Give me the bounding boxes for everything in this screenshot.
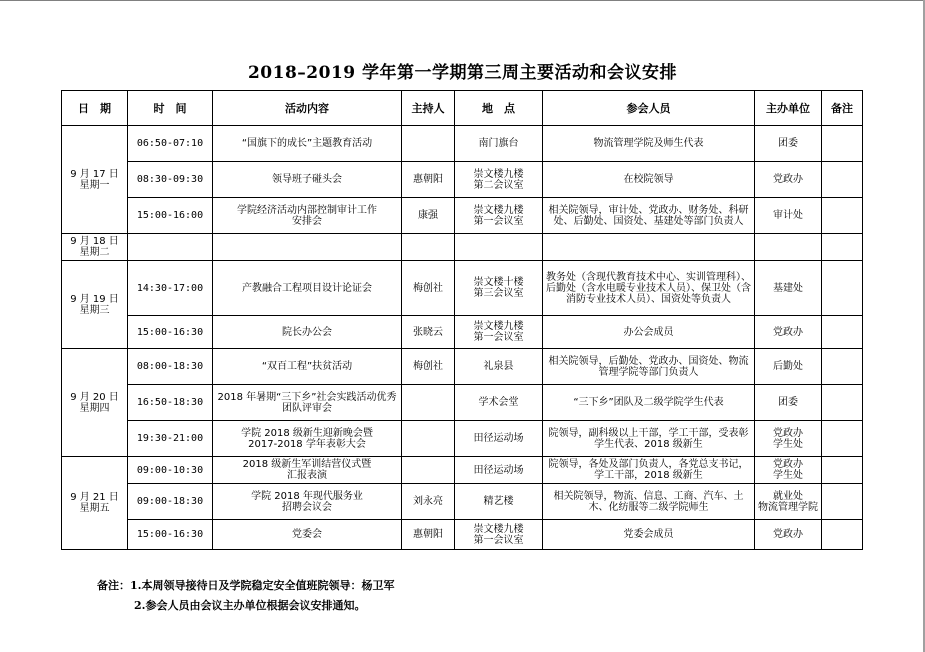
header-row	[62, 91, 863, 126]
cell-activity: 学院 2018 级新生迎新晚会暨 2017-2018 学年表彰大会	[213, 421, 402, 457]
cell-host	[402, 126, 455, 162]
cell-activity	[213, 234, 402, 261]
cell-attendees: 院领导，副科级以上干部，学工干部，受表彰学生代表、2018 级新生	[543, 421, 755, 457]
header-host: 主持人	[402, 91, 455, 126]
cell-attendees: 在校院领导	[543, 162, 755, 198]
header-activity: 活动内容	[213, 91, 402, 126]
cell-location	[455, 234, 543, 261]
cell-activity: 学院 2018 年现代服务业 招聘会议会	[213, 484, 402, 520]
cell-location: 精艺楼	[455, 484, 543, 520]
cell-organizer: 党政办	[755, 316, 822, 349]
cell-location: 礼泉县	[455, 349, 543, 385]
cell-remark	[822, 457, 863, 484]
cell-attendees: 相关院领导，后勤处、党政办、国资处、物流管理学院等部门负责人	[543, 349, 755, 385]
cell-activity: 2018 年暑期“三下乡”社会实践活动优秀团队评审会	[213, 385, 402, 421]
cell-location: 崇文楼九楼 第二会议室	[455, 162, 543, 198]
cell-host: 惠朝阳	[402, 162, 455, 198]
cell-remark	[822, 234, 863, 261]
cell-remark	[822, 385, 863, 421]
cell-remark	[822, 261, 863, 316]
cell-location: 崇文楼九楼 第一会议室	[455, 520, 543, 550]
cell-date: 9 月 19 日 星期三	[62, 261, 128, 349]
cell-host: 梅创社	[402, 349, 455, 385]
table-row	[62, 162, 863, 198]
cell-activity: “国旗下的成长”主题教育活动	[213, 126, 402, 162]
header-time: 时 间	[128, 91, 213, 126]
cell-date: 9 月 21 日 星期五	[62, 457, 128, 550]
cell-remark	[822, 484, 863, 520]
cell-attendees: 院领导，各处及部门负责人，各党总支书记，学工干部，2018 级新生	[543, 457, 755, 484]
cell-organizer: 党政办 学生处	[755, 457, 822, 484]
cell-activity: 学院经济活动内部控制审计工作 安排会	[213, 198, 402, 234]
cell-organizer: 后勤处	[755, 349, 822, 385]
cell-attendees	[543, 234, 755, 261]
cell-time	[128, 234, 213, 261]
cell-organizer: 党政办	[755, 162, 822, 198]
cell-location: 崇文楼十楼 第三会议室	[455, 261, 543, 316]
cell-time: 14:30-17:00	[128, 261, 213, 316]
page-title: 2018–2019 学年第一学期第三周主要活动和会议安排	[247, 63, 678, 83]
cell-attendees: 相关院领导，审计处、党政办、财务处、科研处、后勤处、国资处、基建处等部门负责人	[543, 198, 755, 234]
table-row	[62, 421, 863, 457]
table-row	[62, 520, 863, 550]
cell-date: 9 月 17 日 星期一	[62, 126, 128, 234]
cell-activity: 领导班子碰头会	[213, 162, 402, 198]
header-organizer: 主办单位	[755, 91, 822, 126]
cell-host	[402, 234, 455, 261]
table-row	[62, 198, 863, 234]
cell-location: 田径运动场	[455, 421, 543, 457]
cell-host: 张晓云	[402, 316, 455, 349]
cell-attendees: 物流管理学院及师生代表	[543, 126, 755, 162]
cell-organizer: 党政办	[755, 520, 822, 550]
cell-host: 梅创社	[402, 261, 455, 316]
header-remark: 备注	[822, 91, 863, 126]
table-row	[62, 484, 863, 520]
cell-host	[402, 421, 455, 457]
cell-activity: 党委会	[213, 520, 402, 550]
cell-organizer: 党政办 学生处	[755, 421, 822, 457]
cell-location: 崇文楼九楼 第一会议室	[455, 316, 543, 349]
cell-organizer: 审计处	[755, 198, 822, 234]
cell-activity: 院长办公会	[213, 316, 402, 349]
cell-activity: “双百工程”扶贫活动	[213, 349, 402, 385]
table-row	[62, 316, 863, 349]
cell-host	[402, 385, 455, 421]
note-line-2: 2.参会人员由会议主办单位根据会议安排通知。	[134, 599, 366, 612]
cell-time: 15:00-16:00	[128, 198, 213, 234]
table-row	[62, 126, 863, 162]
cell-attendees: 党委会成员	[543, 520, 755, 550]
cell-remark	[822, 421, 863, 457]
cell-host: 康强	[402, 198, 455, 234]
schedule-body	[62, 126, 863, 550]
cell-time: 15:00-16:30	[128, 316, 213, 349]
page-edge-top	[0, 0, 925, 1]
header-date: 日 期	[62, 91, 128, 126]
cell-time: 15:00-16:30	[128, 520, 213, 550]
note-line-1: 备注：1.本周领导接待日及学院稳定安全值班院领导：杨卫军	[97, 579, 395, 592]
cell-organizer	[755, 234, 822, 261]
cell-organizer: 团委	[755, 126, 822, 162]
table-row	[62, 261, 863, 316]
cell-remark	[822, 316, 863, 349]
cell-date: 9 月 18 日 星期二	[62, 234, 128, 261]
cell-remark	[822, 162, 863, 198]
cell-time: 19:30-21:00	[128, 421, 213, 457]
cell-organizer: 基建处	[755, 261, 822, 316]
cell-attendees: 教务处（含现代教育技术中心、实训管理科）、后勤处（含水电暖专业技术人员）、保卫处（含消防专业技术人员）、国资处等负责人	[543, 261, 755, 316]
cell-activity: 产教融合工程项目设计论证会	[213, 261, 402, 316]
cell-attendees: 相关院领导，物流、信息、工商、汽车、土木、化纺服等二级学院师生	[543, 484, 755, 520]
cell-location: 学术会堂	[455, 385, 543, 421]
cell-time: 09:00-18:30	[128, 484, 213, 520]
schedule-table	[61, 90, 863, 550]
cell-location: 南门旗台	[455, 126, 543, 162]
cell-remark	[822, 520, 863, 550]
cell-remark	[822, 126, 863, 162]
cell-host: 惠朝阳	[402, 520, 455, 550]
cell-date: 9 月 20 日 星期四	[62, 349, 128, 457]
cell-time: 08:00-18:30	[128, 349, 213, 385]
cell-time: 09:00-10:30	[128, 457, 213, 484]
table-row	[62, 385, 863, 421]
cell-time: 08:30-09:30	[128, 162, 213, 198]
table-row	[62, 457, 863, 484]
table-row	[62, 234, 863, 261]
cell-location: 崇文楼九楼 第一会议室	[455, 198, 543, 234]
cell-attendees: “三下乡”团队及二级学院学生代表	[543, 385, 755, 421]
cell-host	[402, 457, 455, 484]
header-location: 地 点	[455, 91, 543, 126]
cell-time: 16:50-18:30	[128, 385, 213, 421]
cell-organizer: 就业处 物流管理学院	[755, 484, 822, 520]
header-attendees: 参会人员	[543, 91, 755, 126]
cell-attendees: 办公会成员	[543, 316, 755, 349]
cell-location: 田径运动场	[455, 457, 543, 484]
cell-activity: 2018 级新生军训结营仪式暨 汇报表演	[213, 457, 402, 484]
cell-time: 06:50-07:10	[128, 126, 213, 162]
cell-organizer: 团委	[755, 385, 822, 421]
table-row	[62, 349, 863, 385]
cell-remark	[822, 349, 863, 385]
cell-remark	[822, 198, 863, 234]
cell-host: 刘永亮	[402, 484, 455, 520]
